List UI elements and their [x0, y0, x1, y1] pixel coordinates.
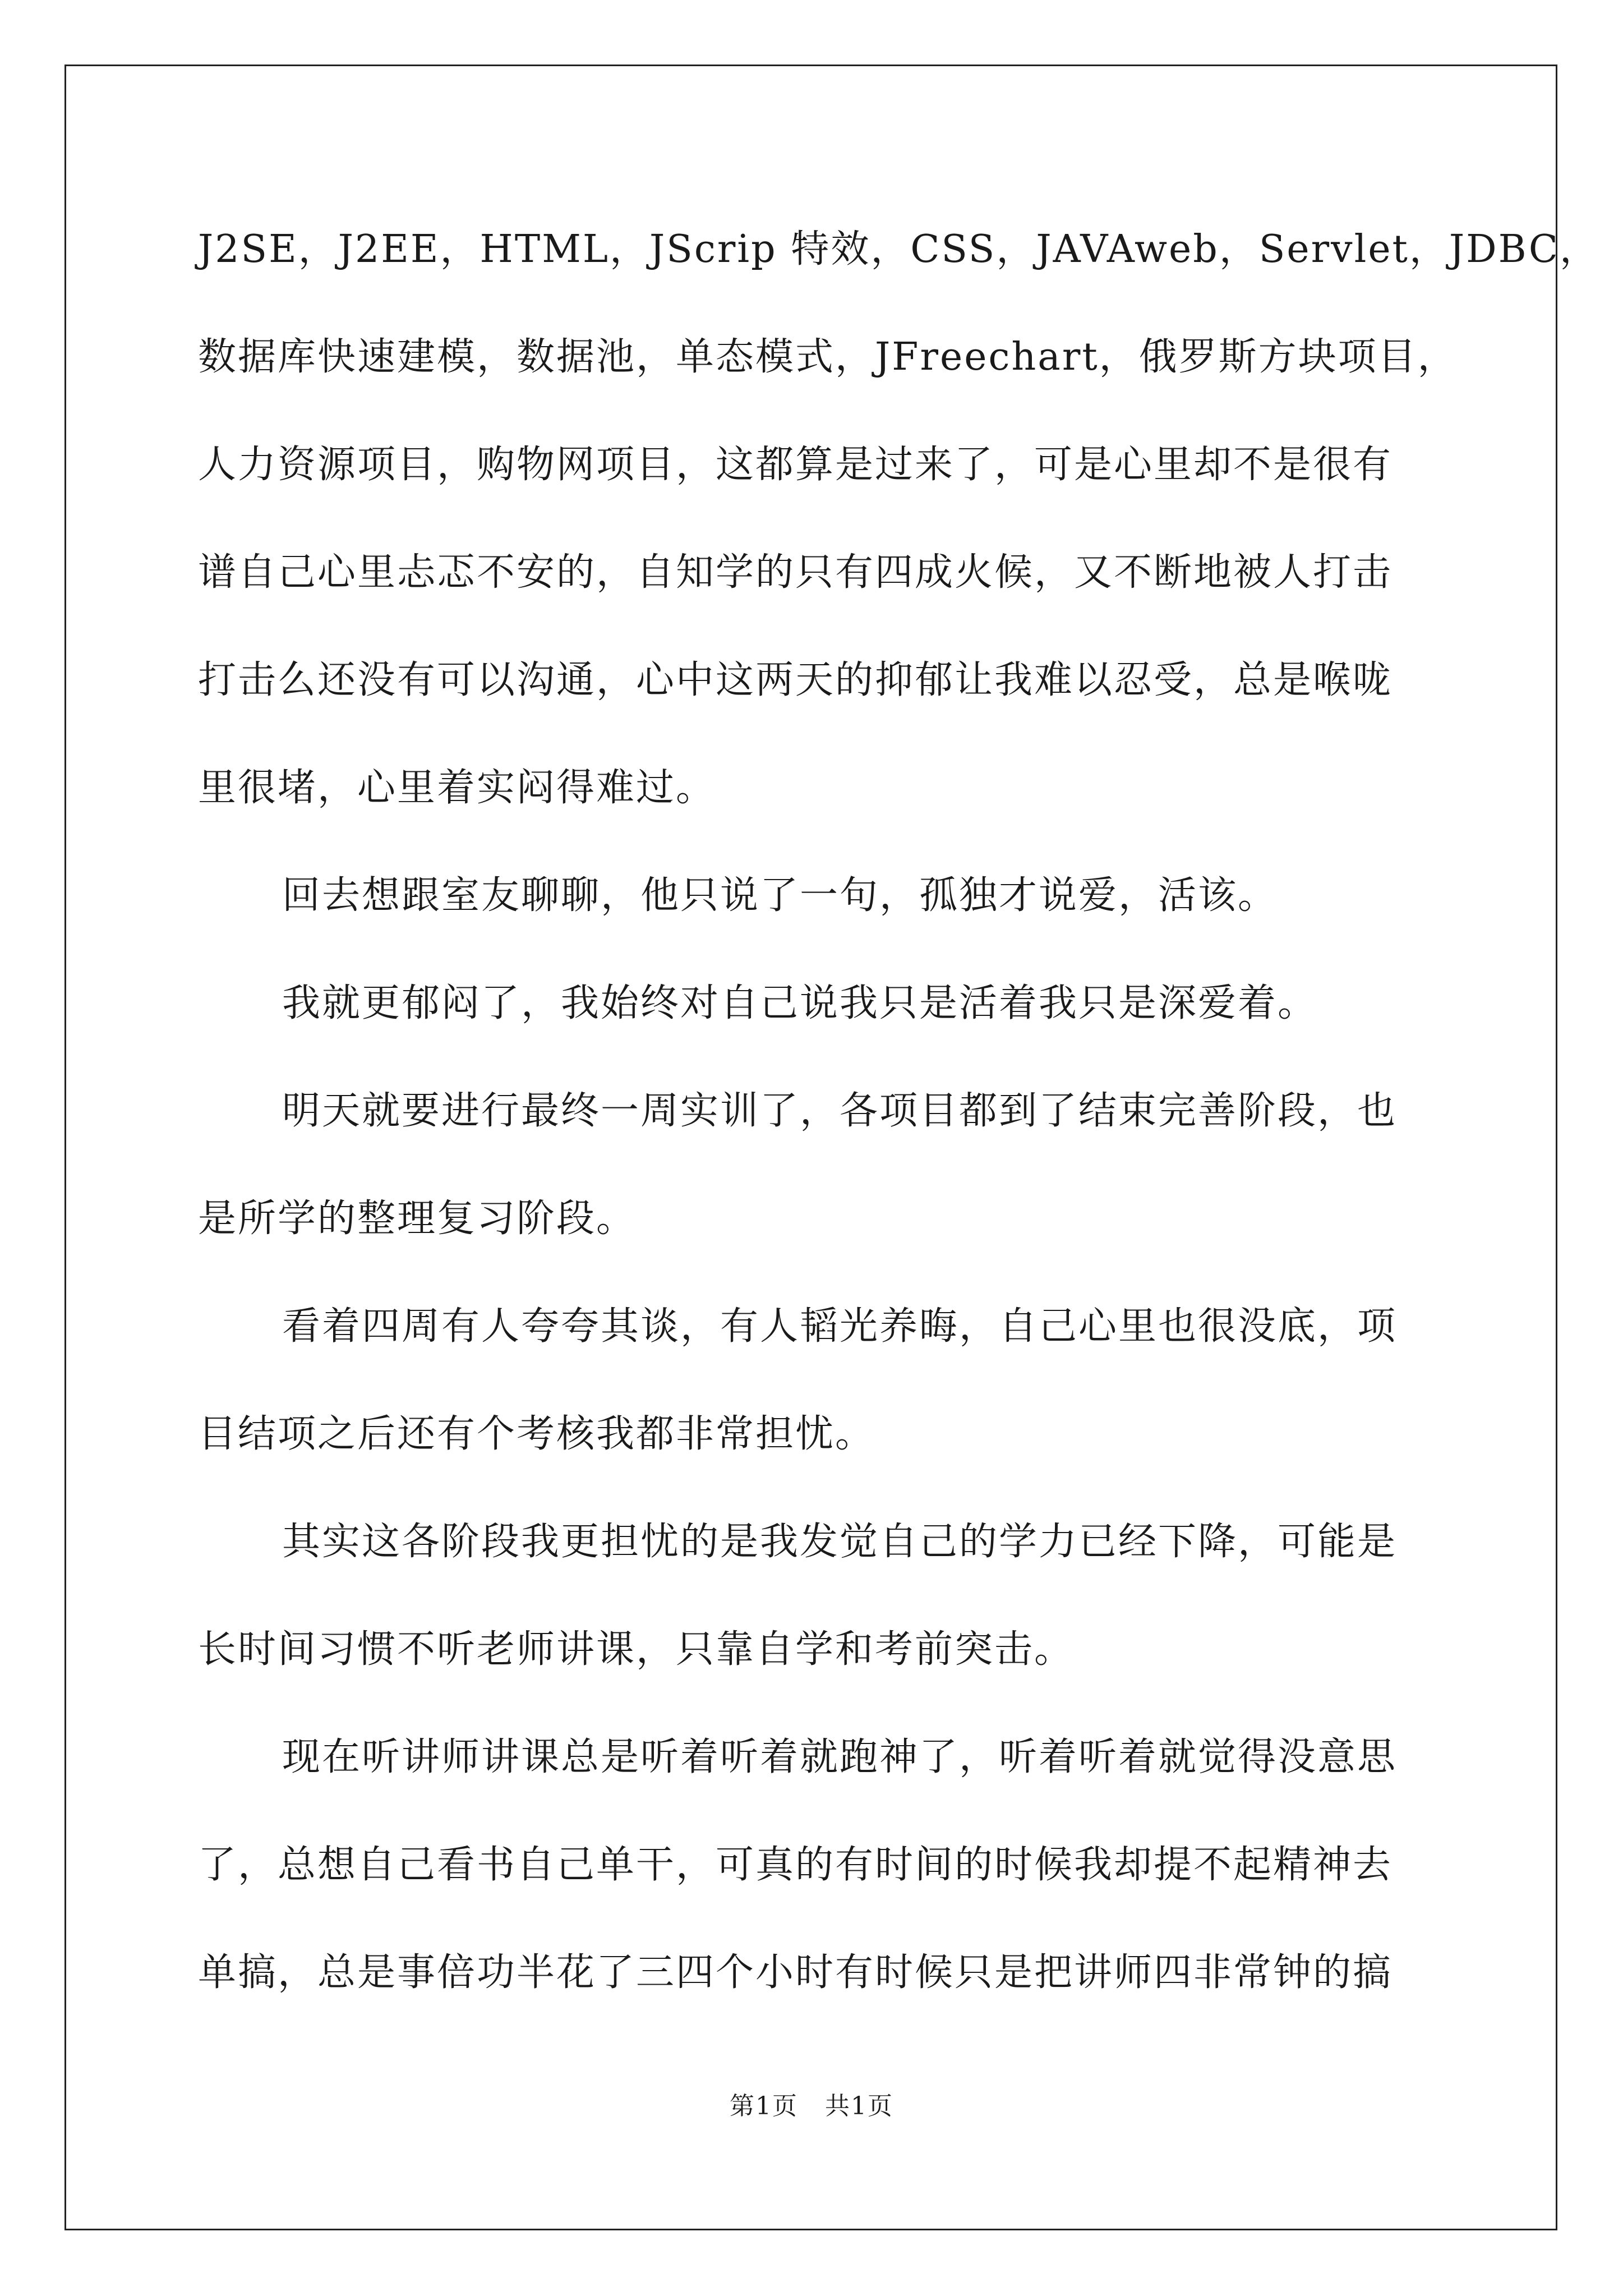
text-line: J2SE，J2EE，HTML，JScrip 特效，CSS，JAVAweb，Servlet，JDBC，	[198, 227, 1599, 272]
text-line: 人力资源项目，购物网项目，这都算是过来了，可是心里却不是很有	[198, 443, 1393, 487]
text-line: 单搞，总是事倍功半花了三四个小时有时候只是把讲师四非常钟的搞	[198, 1950, 1393, 1995]
text-line: 长时间习惯不听老师讲课，只靠自学和考前突击。	[198, 1627, 1075, 1672]
paragraph-first-line: 其实这各阶段我更担忧的是我发觉自己的学力已经下降，可能是	[282, 1520, 1398, 1564]
text-line: 里很堵，心里着实闷得难过。	[198, 766, 716, 810]
paragraph-first-line: 明天就要进行最终一周实训了，各项目都到了结束完善阶段，也	[282, 1089, 1398, 1133]
text-line: 是所学的整理复习阶段。	[198, 1197, 637, 1241]
paragraph-first-line: 现在听讲师讲课总是听着听着就跑神了，听着听着就觉得没意思	[282, 1735, 1398, 1779]
page-footer: 第1页 共1页	[730, 2092, 893, 2120]
text-line: 数据库快速建模，数据池，单态模式，JFreechart，俄罗斯方块项目，	[198, 335, 1458, 379]
text-line: 打击么还没有可以沟通，心中这两天的抑郁让我难以忍受，总是喉咙	[198, 658, 1393, 702]
paragraph-first-line: 回去想跟室友聊聊，他只说了一句，孤独才说爱，活该。	[282, 873, 1278, 918]
document-body	[198, 222, 1599, 2053]
text-line: 了，总想自己看书自己单干，可真的有时间的时候我却提不起精神去	[198, 1843, 1393, 1887]
text-line: 目结项之后还有个考核我都非常担忧。	[198, 1412, 875, 1456]
paragraph-first-line: 我就更郁闷了，我始终对自己说我只是活着我只是深爱着。	[282, 981, 1318, 1025]
text-line: 谱自己心里忐忑不安的，自知学的只有四成火候，又不断地被人打击	[198, 550, 1393, 595]
paragraph-first-line: 看着四周有人夸夸其谈，有人韬光养晦，自己心里也很没底，项	[282, 1304, 1398, 1349]
